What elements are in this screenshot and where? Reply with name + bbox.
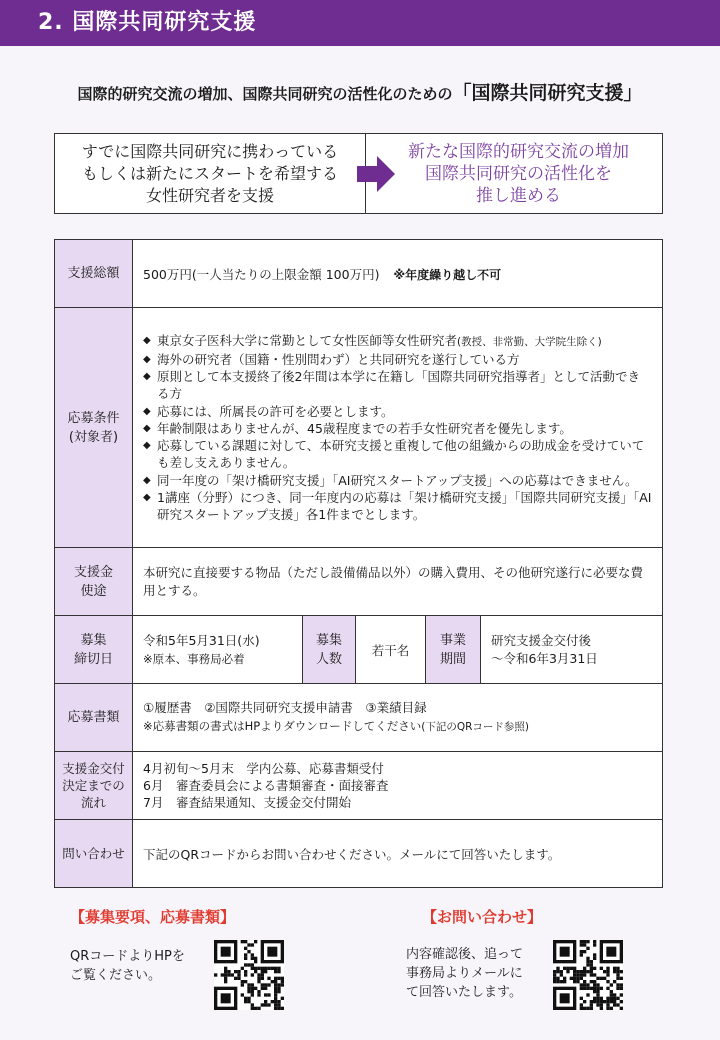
intro-right [375,134,662,213]
table-row [55,240,663,308]
flow-line: 6月 審査委員会による書類審査・面接審査 [143,778,389,793]
qr-code-icon[interactable] [553,940,623,1010]
left-heading: 【募集要項、応募書類】 [70,908,236,926]
intro-right-line: 推し進める [476,185,561,206]
info-table [54,239,663,888]
intro-right-line: 新たな国際的研究交流の増加 [408,141,629,162]
documents-note-text: ※応募書類の書式はHPよりダウンロードしてください [143,719,422,733]
condition-note: (教授、非常勤、大学院生除く) [457,335,602,348]
list-item [143,403,652,420]
row-value: 下記のQRコードからお問い合わせください。メールにて回答いたします。 [133,820,663,888]
intro-box [54,133,663,214]
conditions-list [143,332,652,523]
intro-right-line: 国際共同研究の活性化を [425,163,612,184]
condition-text: 1講座（分野）につき、同一年度内の応募は「架け橋研究支援」「国際共同研究支援」「AI研究スタートアップ支援」各1件までとします。 [157,489,652,522]
subtitle-prefix: 国際的研究交流の増加、国際共同研究の活性化のための [77,85,453,103]
condition-text: 原則として本支援終了後2年間は本学に在籍し「国際共同研究指導者」として活動できる方 [157,369,640,402]
intro-left-line: 女性研究者を支援 [145,185,274,205]
row-value: 本研究に直接要する物品（ただし設備備品以外）の購入費用、その他研究遂行に必要な費用とする。 [133,548,663,616]
row-value [133,752,663,820]
row-label: 支援総額 [55,240,133,308]
count-value: 若干名 [356,616,426,684]
condition-text: 同一年度の「架け橋研究支援」「AI研究スタートアップ支援」への応募はできません。 [157,472,638,488]
intro-left-line: すでに国際共同研究に携わっている [81,141,339,161]
right-heading: 【お問い合わせ】 [422,908,543,926]
condition-text: 年齢制限はありませんが、45歳程度までの若手女性研究者を優先します。 [157,420,572,436]
table-row [55,548,663,616]
deadline-cell [133,616,303,684]
total-value: 500万円(一人当たりの上限金額 100万円) [143,266,380,282]
count-label: 募集 人数 [303,616,356,684]
qr-code-icon[interactable] [214,940,284,1010]
row-label: 支援金 使途 [55,548,133,616]
row-value [133,684,663,752]
list-item [143,351,652,368]
intro-left [55,134,366,213]
list-item [143,420,652,437]
row-label: 問い合わせ [55,820,133,888]
list-item [143,472,652,489]
table-row [55,308,663,548]
row-label: 応募書類 [55,684,133,752]
total-note: ※年度繰り越し不可 [393,267,502,282]
table-row [55,820,663,888]
condition-text: 東京女子医科大学に常勤として女性医師等女性研究者 [157,332,458,348]
subtitle-emphasis: 「国際共同研究支援」 [452,82,643,104]
documents-value: ①履歴書 ②国際共同研究支援申請書 ③業績目録 [143,700,427,715]
table-row [55,752,663,820]
deadline-value: 令和5年5月31日(水) [143,632,260,648]
condition-text: 海外の研究者（国籍・性別問わず）と共同研究を遂行している方 [157,352,520,368]
list-item [143,368,652,402]
condition-text: 応募には、所属長の許可を必要とします。 [157,403,394,419]
right-text: 内容確認後、追って 事務局よりメールに て回答いたします。 [406,947,524,1000]
period-value: 研究支援金交付後 ～令和6年3月31日 [481,616,663,684]
row-value [133,240,663,308]
flow-line: 7月 審査結果通知、支援金交付開始 [143,795,351,810]
list-item [143,437,652,471]
row-label: 応募条件 (対象者) [55,308,133,548]
left-text: QRコードよりHPを ご覧ください。 [70,949,185,983]
documents-note [143,717,652,736]
list-item [143,489,652,523]
row-value [133,308,663,548]
row-label: 募集 締切日 [55,616,133,684]
banner-title: 2. 国際共同研究支援 [38,10,257,35]
flow-line: 4月初旬～5月末 学内公募、応募書類受付 [143,761,384,776]
documents-note-small: (下記のQRコード参照) [421,721,529,733]
period-label: 事業 期間 [426,616,481,684]
table-row [55,616,663,684]
page-banner [0,0,720,46]
deadline-note: ※原本、事務局必着 [143,651,245,666]
table-row [55,684,663,752]
condition-text: 応募している課題に対して、本研究支援と重複して他の組織からの助成金を受けていても差し支えありません。 [157,438,645,471]
row-label: 支援金交付 決定までの 流れ [55,752,133,820]
list-item [143,332,652,351]
intro-left-line: もしくは新たにスタートを希望する [81,163,338,183]
subtitle [0,78,720,105]
